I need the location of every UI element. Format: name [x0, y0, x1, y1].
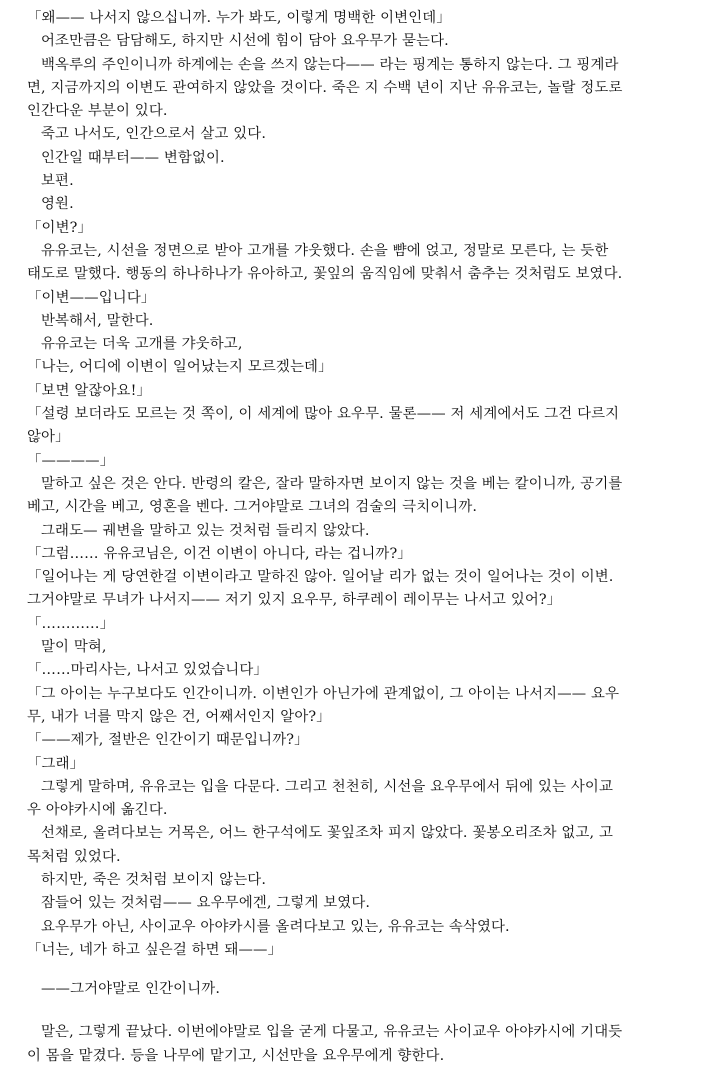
text-line: 무, 내가 너를 막지 않은 건, 어째서인지 알아?」: [27, 708, 331, 725]
text-line: 말은, 그렇게 끝났다. 이번에야말로 입을 굳게 다물고, 유유코는 사이교우 아야카시에 기대듯: [41, 1024, 623, 1041]
text-line: 「이변——입니다」: [27, 289, 156, 306]
text-line: 잠들어 있는 것처럼—— 요우무에겐, 그렇게 보였다.: [41, 895, 371, 912]
text-line: ——그거야말로 인간이니까.: [41, 981, 221, 998]
text-line: 「너는, 네가 하고 싶은걸 하면 돼——」: [27, 941, 283, 958]
text-line: 「왜—— 나서지 않으십니까. 누가 봐도, 이렇게 명백한 이변인데」: [27, 10, 451, 26]
text-line: 이 몸을 맡겼다. 등을 나무에 맡기고, 시선만을 요우무에게 향한다.: [27, 1047, 445, 1064]
text-line: 면, 지금까지의 이변도 관여하지 않았을 것이다. 죽은 지 수백 년이 지난 유유코는, 놀랄 정도로: [27, 79, 623, 96]
text-line: 태도로 말했다. 행동의 하나하나가 유아하고, 꽃잎의 움직임에 맞춰서 춤추는 것처럼도 보였다.: [27, 266, 623, 283]
text-line: 그거야말로 무녀가 나서지—— 저기 있지 요우무, 하쿠레이 레이무는 나서고 있어?」: [27, 592, 562, 609]
text-line: 「……마리사는, 나서고 있었습니다」: [27, 662, 268, 679]
text-line: 요우무가 아닌, 사이교우 아야카시를 올려다보고 있는, 유유코는 속삭였다.: [41, 918, 510, 935]
text-line: 유유코는, 시선을 정면으로 받아 고개를 갸웃했다. 손을 뺨에 얹고, 정말로 모른다, 는 듯한: [41, 242, 609, 259]
text-line: 말이 막혀,: [41, 639, 107, 656]
text-line: 그래도— 궤변을 말하고 있는 것처럼 들리지 않았다.: [41, 522, 370, 539]
text-line: 그렇게 말하며, 유유코는 입을 다문다. 그리고 천천히, 시선을 요우무에서 뒤에 있는 사이교: [41, 778, 613, 795]
text-line: 「————」: [27, 452, 115, 469]
text-line: 「그래」: [27, 755, 85, 772]
text-line: 목처럼 있었다.: [27, 848, 121, 865]
text-line: 하지만, 죽은 것처럼 보이지 않는다.: [41, 871, 267, 888]
text-line: 「그럼…… 유유코님은, 이건 이변이 아니다, 라는 겁니까?」: [27, 545, 412, 562]
text-line: 반복해서, 말한다.: [41, 312, 154, 329]
text-line: 어조만큼은 담담해도, 하지만 시선에 힘이 담아 요우무가 묻는다.: [41, 33, 449, 50]
text-line: 「그 아이는 누구보다도 인간이니까. 이변인가 아닌가에 관계없이, 그 아이는 나서지—— 요우: [27, 685, 620, 702]
text-line: 베고, 시간을 베고, 영혼을 벤다. 그거야말로 그녀의 검술의 극치이니까.: [27, 499, 478, 516]
text-line: 「보면 알잖아요!」: [27, 382, 152, 399]
text-line: 유유코는 더욱 고개를 갸웃하고,: [41, 336, 243, 353]
text-line: 백옥루의 주인이니까 하계에는 손을 쓰지 않는다—— 라는 핑계는 통하지 않는다. 그 핑계라: [41, 56, 619, 73]
paragraph-gap: [27, 1001, 702, 1021]
text-line: 우 아야카시에 옮긴다.: [27, 802, 168, 819]
text-line: 말하고 싶은 것은 안다. 반령의 칼은, 잘라 말하자면 보이지 않는 것을 베는 칼이니까, 공기를: [41, 475, 623, 492]
text-line: 보편.: [41, 173, 74, 190]
text-line: 「이변?」: [27, 219, 93, 236]
text-line: 영원.: [41, 196, 74, 213]
text-line: 「나는, 어디에 이변이 일어났는지 모르겠는데」: [27, 359, 333, 376]
text-line: 선채로, 올려다보는 거목은, 어느 한구석에도 꽃잎조차 피지 않았다. 꽃봉오리조차 없고, 고: [41, 825, 613, 842]
text-line: 「설령 보더라도 모르는 것 쪽이, 이 세계에 많아 요우무. 물론—— 저 세계에서도 그건 다르지: [27, 406, 620, 423]
text-line: 인간다운 부분이 있다.: [27, 103, 168, 120]
paragraph-gap: [27, 962, 702, 978]
text-line: 인간일 때부터—— 변함없이.: [41, 149, 225, 166]
text-line: 「일어나는 게 당연한걸 이변이라고 말하진 않아. 일어날 리가 없는 것이 일어나는 것이 이변.: [27, 569, 614, 586]
text-line: 않아」: [27, 429, 70, 446]
text-line: 「…………」: [27, 615, 115, 632]
text-line: 죽고 나서도, 인간으로서 살고 있다.: [41, 126, 267, 143]
text-line: 「——제가, 절반은 인간이기 때문입니까?」: [27, 732, 309, 749]
